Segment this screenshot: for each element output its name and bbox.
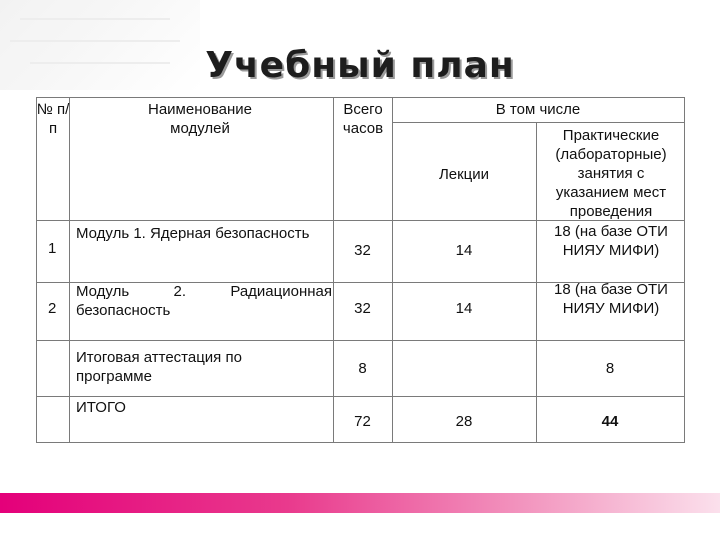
header-including: В том числе [495, 101, 581, 118]
row2-total: 32 [354, 300, 371, 317]
bottom-accent-bar [0, 493, 720, 513]
row3-name: Итоговая аттестация по программе [76, 349, 242, 385]
row1-total: 32 [354, 242, 371, 259]
row4-lectures: 28 [455, 413, 473, 430]
row4-name: ИТОГО [76, 399, 126, 416]
header-name: Наименование модулей [148, 101, 252, 137]
header-practical: Практические (лабораторные) занятия с указанием мест проведения [555, 127, 667, 220]
row2-lectures: 14 [455, 300, 473, 317]
row4-total: 72 [354, 413, 371, 430]
row2-practical: 18 (на базе ОТИ НИЯУ МИФИ) [554, 281, 668, 317]
header-total: Всего часов [342, 101, 384, 137]
header-num: № п/п [36, 101, 70, 137]
row3-total: 8 [358, 360, 367, 377]
row1-name: Модуль 1. Ядерная безопасность [76, 225, 310, 242]
row2-num: 2 [48, 300, 57, 317]
row1-lectures: 14 [455, 242, 473, 259]
page-title: Учебный план [205, 45, 515, 86]
row1-practical: 18 (на базе ОТИ НИЯУ МИФИ) [554, 223, 668, 259]
header-lectures: Лекции [438, 166, 490, 183]
row4-practical: 44 [601, 413, 619, 430]
row1-num: 1 [48, 240, 57, 257]
row2-name: Модуль 2. Радиационная безопасность [76, 283, 332, 319]
row3-practical: 8 [605, 360, 615, 377]
